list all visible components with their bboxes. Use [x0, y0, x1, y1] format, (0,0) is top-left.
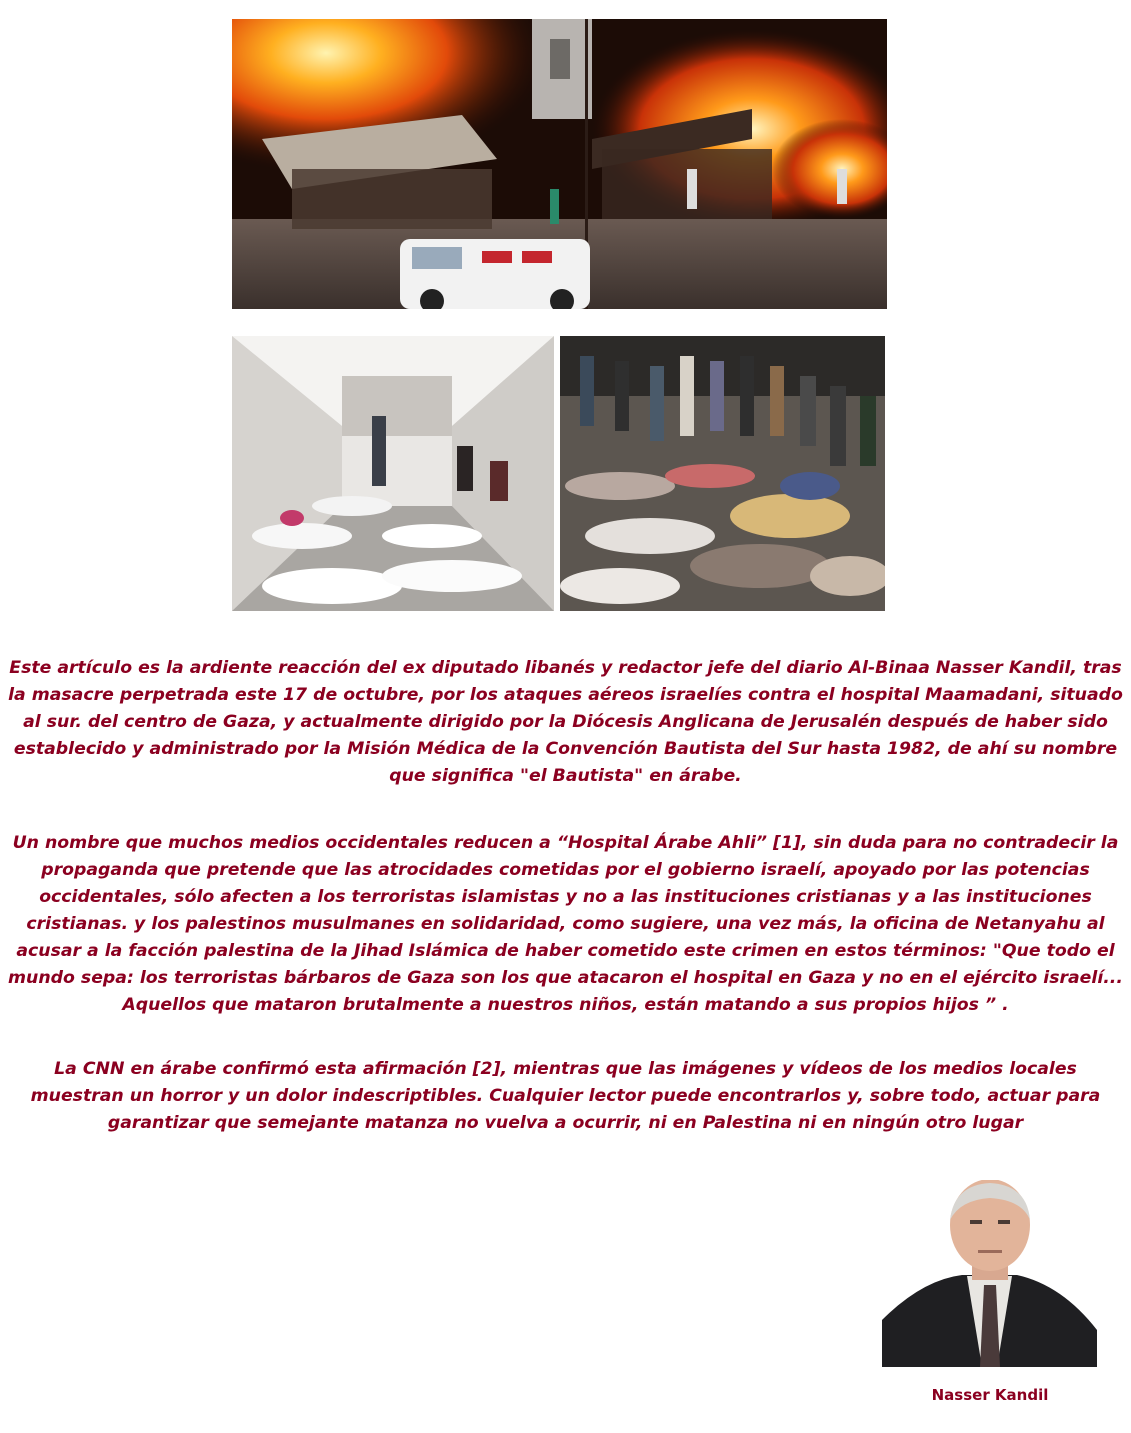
hospital-fire-photo — [232, 19, 887, 309]
article-paragraph-1: Este artículo es la ardiente reacción del ex diputado libanés y redactor jefe del diario Al-Binaa Nasser Kandil, tras la masacre perpetrada este 17 de octubre, por los ataques aéreos israelíes contra el hospital Maamadani, situado al sur. del centro de Gaza, y actualmente dirigido por la Diócesis Anglicana de Jerusalén después de haber sido establecido y administrado por la Misión Médica de la Convención Bautista del Sur hasta 1982, de ahí su nombre que significa "el Bautista" en árabe. — [8, 658, 1123, 786]
author-portrait — [882, 1180, 1097, 1367]
article-paragraph-3: La CNN en árabe confirmó esta afirmación [2], mientras que las imágenes y vídeos de los medios locales muestran un horror y un dolor indescriptibles. Cualquier lector puede encontrarlos y, sobre todo, actuar para garantizar que semejante matanza no vuelva a ocurrir, ni en Palestina ni en ningún otro lugar — [30, 1059, 1101, 1133]
author-caption: Nasser Kandil — [931, 1386, 1049, 1404]
article-paragraph-2: Un nombre que muchos medios occidentales reducen a “Hospital Árabe Ahli” [1], sin duda para no contradecir la propaganda que pretende que las atrocidades cometidas por el gobierno israelí, apoyado por las potencias occidentales, sólo afecten a los terroristas islamistas y no a las instituciones cristianas y a las instituciones cristianas. y los palestinos musulmanes en solidaridad, como sugiere, una vez más, la oficina de Netanyahu al acusar a la facción palestina de la Jihad Islámica de haber cometido este crimen en estos términos: "Que todo el mundo sepa: los terroristas bárbaros de Gaza son los que atacaron el hospital en Gaza y no en el ejército israelí... Aquellos que mataron brutalmente a nuestros niños, están matando a sus propios hijos ” . — [8, 833, 1123, 1015]
bodies-on-ground-photo — [560, 336, 885, 611]
bodies-in-tent-photo — [232, 336, 554, 611]
